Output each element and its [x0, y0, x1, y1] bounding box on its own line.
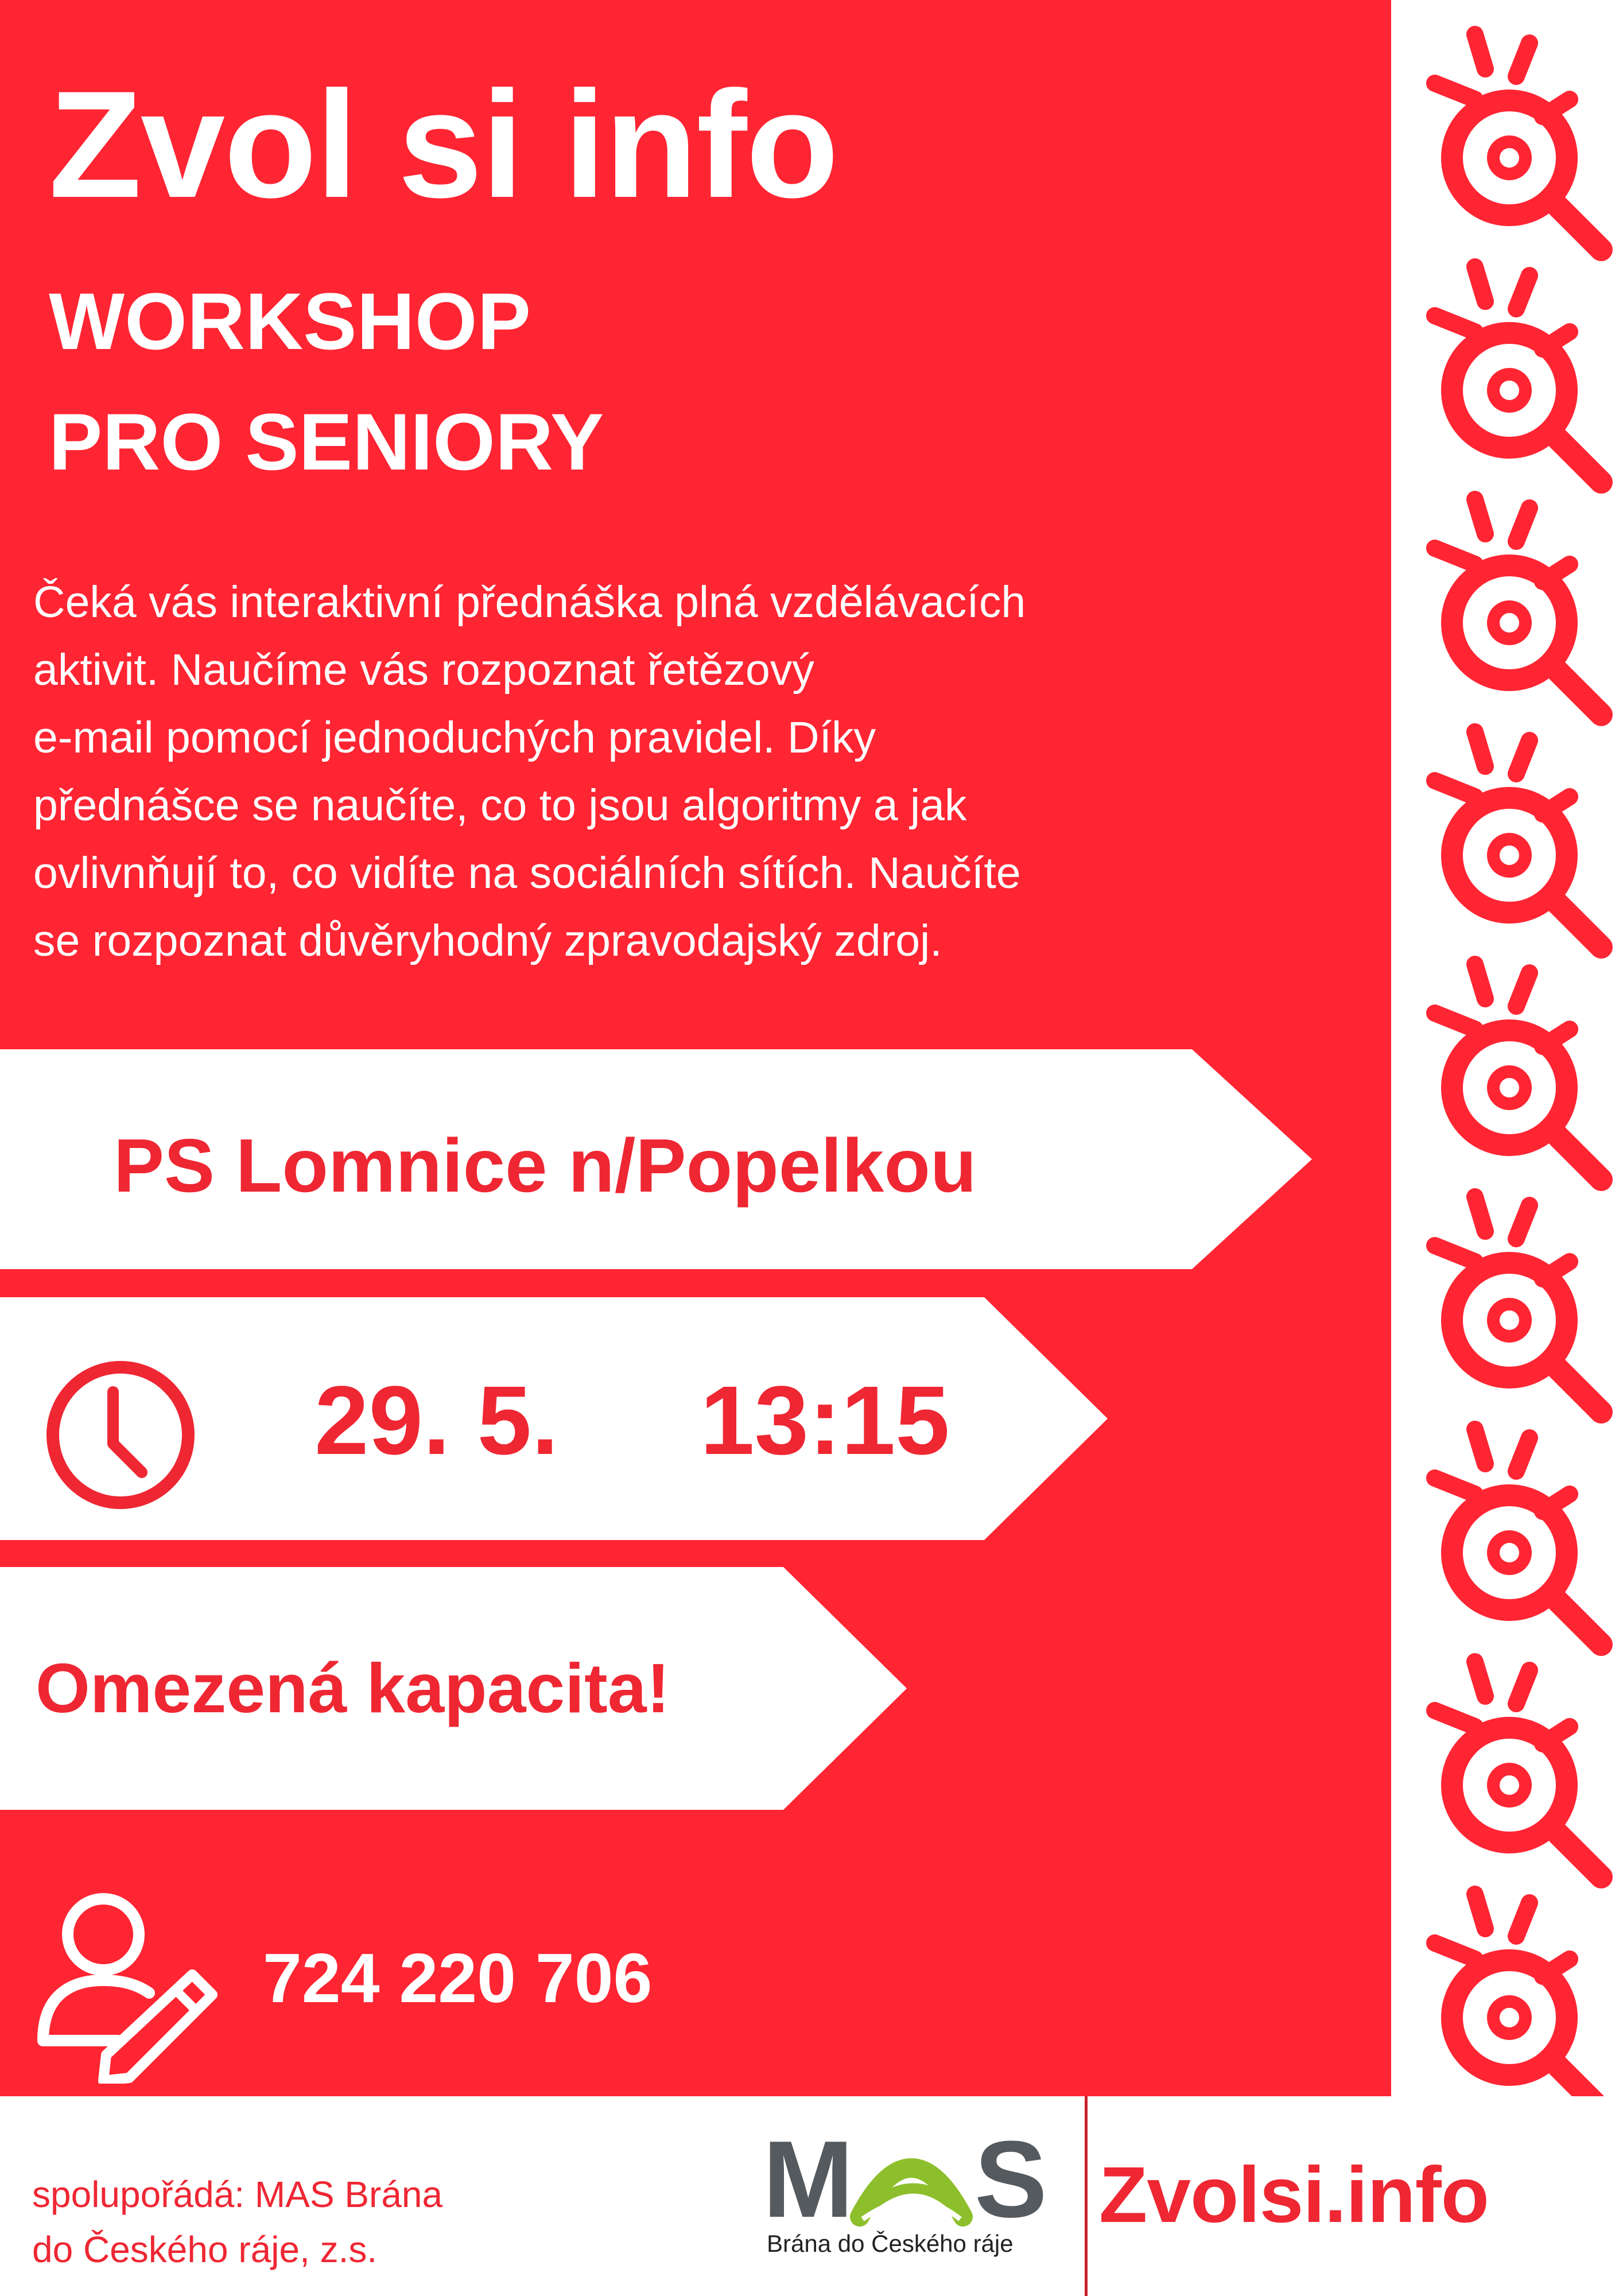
- event-description: [33, 568, 1353, 975]
- description-line: Čeká vás interaktivní přednáška plná vzdělávacích: [33, 577, 1026, 627]
- magnifier-sun-icon: [1435, 1197, 1601, 1412]
- logo-letter-s: S: [974, 2119, 1047, 2240]
- description-line: e-mail pomocí jednoduchých pravidel. Díky: [33, 713, 876, 762]
- coorganizer-line: spolupořádá: MAS Brána: [32, 2174, 443, 2215]
- description-line: aktivit. Naučíme vás rozpoznat řetězový: [33, 645, 814, 695]
- description-line: přednášce se naučíte, co to jsou algoritmy a jak: [33, 781, 967, 830]
- magnifier-sun-icon: [1435, 732, 1601, 947]
- event-time: 13:15: [700, 1366, 950, 1475]
- poster-title: Zvol si info: [49, 60, 838, 230]
- magnifier-sun-icon: [1435, 499, 1601, 715]
- decorative-pattern: [1418, 0, 1623, 2096]
- magnifier-sun-icon: [1435, 1894, 1601, 2096]
- magnifier-sun-icon: [1435, 1662, 1601, 1877]
- magnifier-sun-icon: [1435, 964, 1601, 1180]
- logo-divider: [1085, 2096, 1088, 2296]
- mas-logo-mark: [742, 2096, 1085, 2296]
- event-date: 29. 5.: [314, 1366, 559, 1475]
- capacity-note: Omezená kapacita!: [36, 1649, 670, 1727]
- user-edit-icon: [32, 1888, 221, 2084]
- logo-tagline: Brána do Českého ráje: [767, 2230, 1014, 2257]
- coorganizer-line: do Českého ráje, z.s.: [32, 2229, 378, 2270]
- contact-phone: 724 220 706: [263, 1939, 653, 2017]
- clock-icon: [43, 1358, 198, 1512]
- logo-letter-m: M: [763, 2119, 854, 2240]
- poster-subtitle-workshop: WORKSHOP: [49, 276, 531, 366]
- poster-subtitle-seniors: PRO SENIORY: [49, 397, 604, 487]
- website-address: Zvolsi.info: [1099, 2151, 1489, 2239]
- description-line: se rozpoznat důvěryhodný zpravodajský zdroj.: [33, 916, 942, 965]
- magnifier-sun-icon: [1435, 1429, 1601, 1645]
- description-line: ovlivnňují to, co vidíte na sociálních sítích. Naučíte: [33, 848, 1021, 898]
- coorganizer-note: [32, 2167, 442, 2277]
- magnifier-sun-icon: [1435, 34, 1601, 250]
- event-place: PS Lomnice n/Popelkou: [114, 1123, 977, 1208]
- mas-logo: [742, 2096, 1085, 2296]
- magnifier-sun-icon: [1435, 267, 1601, 482]
